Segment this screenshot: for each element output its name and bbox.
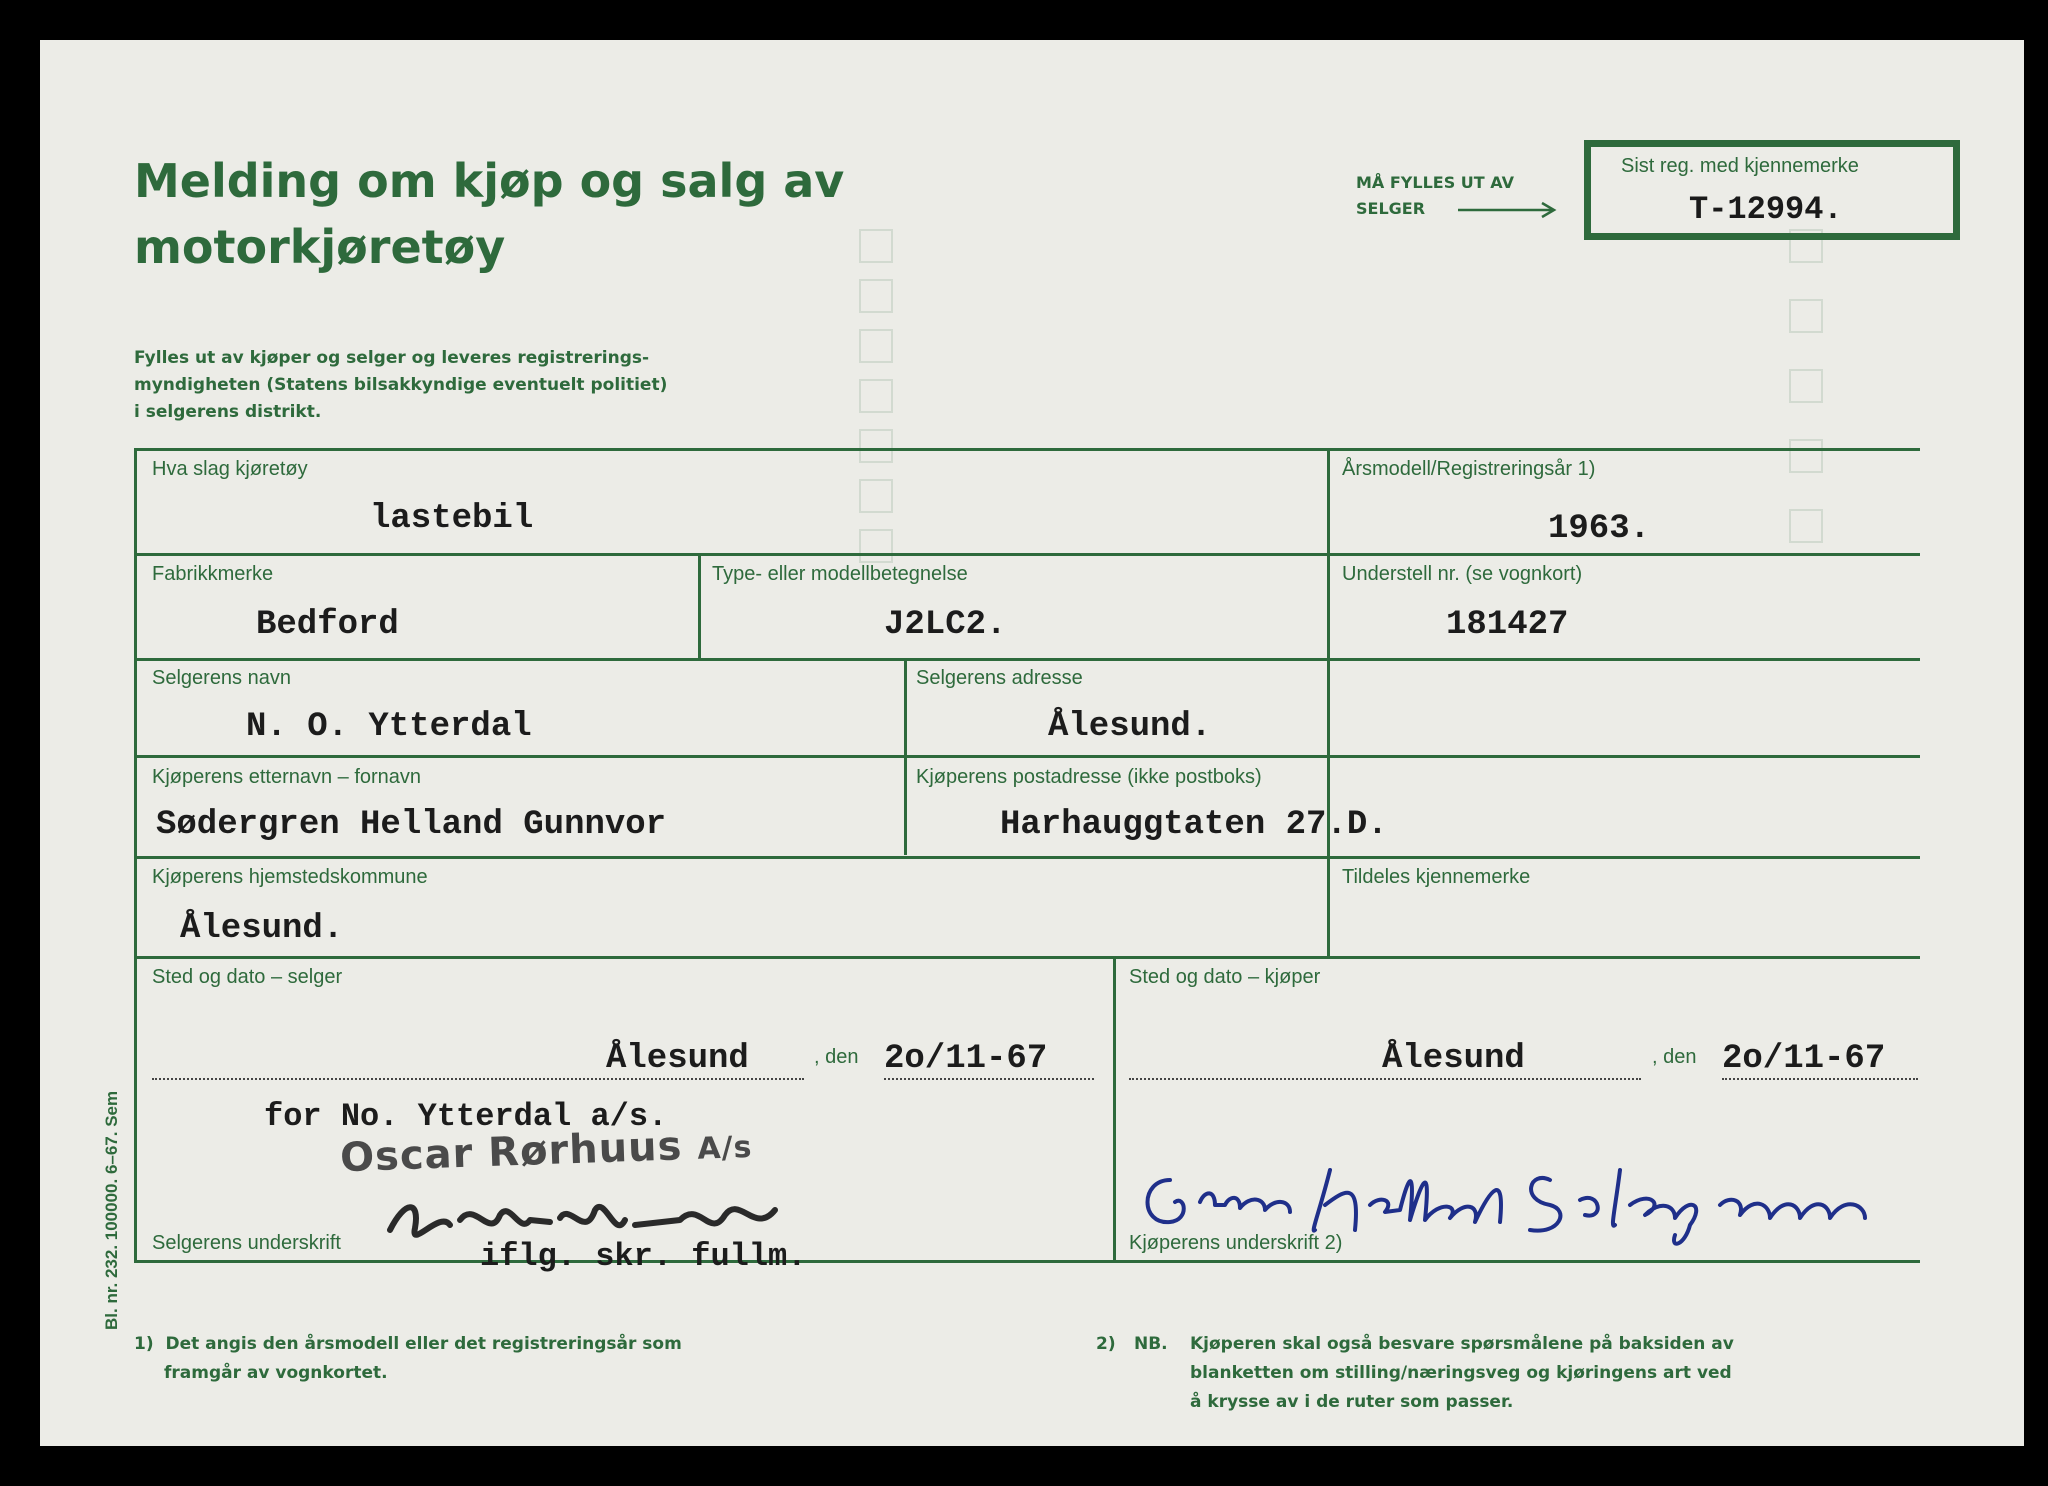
- arrow-right-icon: [1458, 200, 1558, 220]
- buyer-place-value: Ålesund: [1382, 1040, 1525, 1078]
- form-title-line1: Melding om kjøp og salg av: [134, 154, 845, 208]
- last-registration-box: [1584, 140, 1960, 240]
- grid-line: [1113, 956, 1116, 1260]
- grid-line: [134, 448, 137, 1263]
- form-number-side-text: Bl. nr. 232. 100000. 6–67. Sem: [102, 1090, 121, 1330]
- form-paper: [40, 40, 2024, 1446]
- seller-place-value: Ålesund: [606, 1040, 749, 1078]
- buyer-place-date-label: Sted og dato – kjøper: [1129, 966, 1321, 988]
- buyer-name-value: Sødergren Helland Gunnvor: [156, 806, 667, 844]
- vehicle-type-label: Hva slag kjøretøy: [152, 458, 308, 480]
- buyer-address-label: Kjøperens postadresse (ikke postboks): [916, 766, 1262, 788]
- seller-date-value: 2o/11-67: [884, 1040, 1048, 1078]
- buyer-place-dotted-line: [1129, 1078, 1641, 1080]
- model-year-label: Årsmodell/Registreringsår 1): [1342, 458, 1596, 480]
- model-designation-label: Type- eller modellbetegnelse: [712, 563, 968, 585]
- stamp-name: Oscar Rørhuus: [339, 1123, 684, 1182]
- footnote-2-line2: blanketten om stilling/næringsveg og kjøringens art ved: [1190, 1363, 1732, 1383]
- grid-line: [134, 658, 1920, 661]
- grid-line: [134, 856, 1920, 859]
- seller-den-label: , den: [814, 1046, 859, 1068]
- instructions-line: i selgerens distrikt.: [134, 402, 322, 422]
- footnote-2-number: 2): [1096, 1334, 1116, 1354]
- footnote-2: [1190, 1330, 1734, 1417]
- last-registration-value: T-12994.: [1689, 191, 1843, 228]
- form-title-line2: motorkjøretøy: [134, 220, 506, 274]
- chassis-no-value: 181427: [1446, 606, 1569, 644]
- footnote-1-number: 1): [134, 1334, 154, 1354]
- footnote-2-nb: NB.: [1134, 1334, 1168, 1354]
- grid-line: [904, 658, 907, 855]
- chassis-no-label: Understell nr. (se vognkort): [1342, 563, 1583, 585]
- buyer-municipality-value: Ålesund.: [180, 910, 344, 948]
- grid-line: [1327, 448, 1330, 956]
- form-instructions: [134, 345, 667, 426]
- seller-address-label: Selgerens adresse: [916, 667, 1083, 689]
- footnote-1-line2: framgår av vognkortet.: [164, 1363, 388, 1383]
- buyer-address-value: Harhauggtaten 27.D.: [1000, 806, 1388, 844]
- buyer-municipality-label: Kjøperens hjemstedskommune: [152, 866, 428, 888]
- seller-address-value: Ålesund.: [1048, 708, 1212, 746]
- instructions-line: Fylles ut av kjøper og selger og leveres registrerings-: [134, 348, 650, 368]
- make-value: Bedford: [256, 606, 399, 644]
- instructions-line: myndigheten (Statens bilsakkyndige eventuelt politiet): [134, 375, 668, 395]
- vehicle-type-value: lastebil: [370, 500, 534, 538]
- grid-line: [134, 755, 1920, 758]
- footnote-2-line1: Kjøperen skal også besvare spørsmålene på baksiden av: [1190, 1334, 1734, 1354]
- buyer-den-label: , den: [1652, 1046, 1697, 1068]
- grid-line: [134, 956, 1920, 959]
- model-year-value: 1963.: [1548, 510, 1651, 548]
- form-title: [134, 148, 844, 280]
- assigned-plate-label: Tildeles kjennemerke: [1342, 866, 1531, 888]
- seller-place-dotted-line: [152, 1078, 804, 1080]
- buyer-signature-label: Kjøperens underskrift 2): [1129, 1232, 1343, 1254]
- seller-for-line: for No. Ytterdal a/s.: [264, 1098, 668, 1135]
- seller-fullm-value: iflg. skr. fullm.: [480, 1238, 807, 1275]
- seller-date-dotted-line: [884, 1078, 1094, 1080]
- seller-note-line2: SELGER: [1356, 199, 1426, 218]
- stamp-suffix: A/s: [696, 1129, 753, 1167]
- seller-place-date-label: Sted og dato – selger: [152, 966, 343, 988]
- grid-line: [134, 448, 1920, 451]
- seller-signature-label: Selgerens underskrift: [152, 1232, 341, 1254]
- last-registration-label: Sist reg. med kjennemerke: [1621, 155, 1859, 177]
- make-label: Fabrikkmerke: [152, 563, 274, 585]
- footnote-2-line3: å krysse av i de ruter som passer.: [1190, 1392, 1514, 1412]
- buyer-date-value: 2o/11-67: [1722, 1040, 1886, 1078]
- buyer-signature: [1130, 1150, 1920, 1280]
- footnote-1-line1: Det angis den årsmodell eller det registreringsår som: [165, 1334, 682, 1354]
- buyer-name-label: Kjøperens etternavn – fornavn: [152, 766, 422, 788]
- seller-name-value: N. O. Ytterdal: [246, 708, 532, 746]
- footnote-1: [134, 1330, 682, 1388]
- seller-note-line1: MÅ FYLLES UT AV: [1356, 173, 1514, 192]
- buyer-date-dotted-line: [1722, 1078, 1918, 1080]
- grid-line: [134, 553, 1920, 556]
- model-designation-value: J2LC2.: [884, 606, 1007, 644]
- seller-name-label: Selgerens navn: [152, 667, 291, 689]
- grid-line: [698, 553, 701, 658]
